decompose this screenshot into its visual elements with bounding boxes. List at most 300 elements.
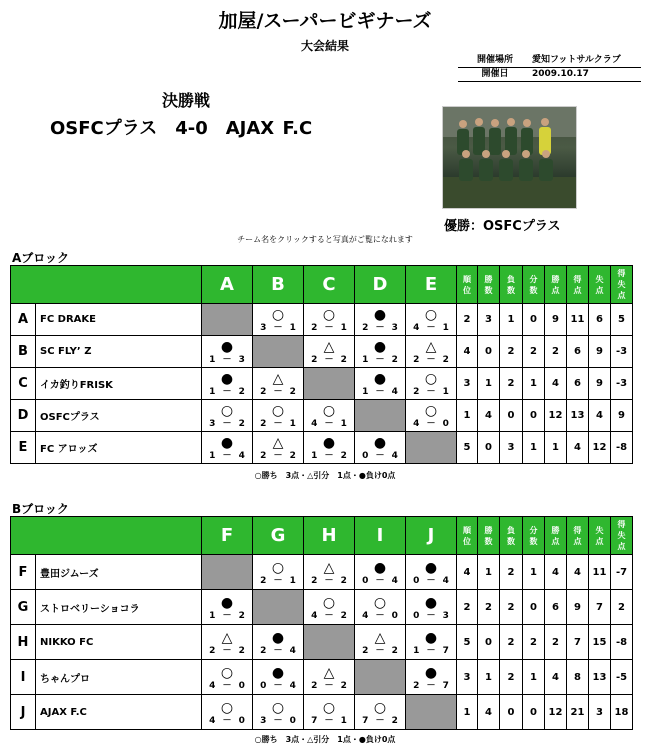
team-name-link[interactable]: ストロベリーショコラ: [36, 590, 202, 625]
result-symbol: ○: [424, 307, 438, 323]
column-header-i: I: [355, 517, 406, 555]
match-score: 0 － 4: [260, 680, 296, 691]
stat-header-char: 点: [595, 285, 604, 295]
stat-cell: 9: [611, 400, 633, 432]
match-result-cell: [253, 304, 304, 336]
match-score: 7 － 1: [311, 715, 347, 726]
stat-cell: 2: [545, 336, 567, 368]
stat-header: [457, 517, 478, 555]
match-score: 1 － 2: [362, 355, 398, 365]
result-symbol: ●: [373, 339, 387, 355]
stat-cell: 1: [457, 400, 478, 432]
match-score: 1 － 2: [311, 451, 347, 461]
row-letter: G: [11, 590, 36, 625]
stat-header: [457, 266, 478, 304]
stat-header-char: 負: [507, 274, 515, 284]
stat-cell: 0: [523, 590, 545, 625]
match-result-cell: [406, 625, 457, 660]
stat-cell: 11: [567, 304, 589, 336]
team-name-link[interactable]: 豊田ジムーズ: [36, 555, 202, 590]
stat-cell: 1: [523, 368, 545, 400]
stat-header-char: 順: [463, 525, 471, 535]
match-score: 2 － 4: [260, 645, 296, 656]
result-symbol: ○: [322, 594, 336, 611]
stat-header-char: 点: [573, 285, 582, 295]
team-name-link[interactable]: OSFCプラス: [36, 400, 202, 432]
result-symbol: ●: [373, 371, 387, 387]
stat-cell: 2: [500, 555, 523, 590]
block-a-title: Aブロック: [12, 251, 70, 265]
stat-cell: 3: [457, 660, 478, 695]
stat-cell: -5: [611, 660, 633, 695]
self-match-cell: [355, 400, 406, 432]
result-symbol: ●: [271, 664, 285, 681]
stat-header-char: 失: [617, 280, 626, 289]
result-symbol: ●: [220, 594, 234, 611]
table-row: [11, 336, 633, 368]
match-score: 2 － 3: [362, 323, 398, 333]
match-score: 2 － 2: [260, 387, 296, 397]
match-result-cell: [304, 590, 355, 625]
stat-header: [545, 517, 567, 555]
stat-header-char: 負: [507, 525, 515, 535]
table-row: [11, 555, 633, 590]
stat-cell: 3: [500, 432, 523, 464]
result-symbol: ●: [373, 559, 387, 576]
table-row: [11, 400, 633, 432]
table-row: [11, 695, 633, 730]
stat-cell: -3: [611, 368, 633, 400]
row-letter: E: [11, 432, 36, 464]
venue-label: 開催場所: [476, 55, 513, 65]
stat-cell: 18: [611, 695, 633, 730]
stat-cell: 1: [478, 368, 500, 400]
match-result-cell: [406, 304, 457, 336]
self-match-cell: [355, 660, 406, 695]
stat-header: [478, 517, 500, 555]
stat-header: [500, 517, 523, 555]
match-score: 1 － 2: [209, 387, 245, 397]
table-row: [11, 625, 633, 660]
match-score: 2 － 2: [209, 645, 245, 656]
match-result-cell: [355, 368, 406, 400]
match-result-cell: [304, 695, 355, 730]
match-score: 0 － 3: [413, 610, 449, 621]
match-score: 3 － 0: [260, 715, 296, 726]
stat-cell: 4: [457, 336, 478, 368]
match-result-cell: [304, 660, 355, 695]
stat-header-char: 点: [617, 542, 626, 551]
stat-cell: 6: [567, 336, 589, 368]
stat-header-char: 勝: [484, 274, 493, 284]
stat-cell: 1: [478, 555, 500, 590]
match-result-cell: [355, 304, 406, 336]
stat-cell: 4: [545, 368, 567, 400]
column-header-h: H: [304, 517, 355, 555]
match-result-cell: [202, 400, 253, 432]
stat-cell: -8: [611, 432, 633, 464]
stat-cell: 13: [567, 400, 589, 432]
stat-cell: 0: [478, 336, 500, 368]
result-symbol: ●: [271, 629, 285, 646]
result-symbol: ○: [424, 403, 438, 419]
winner-label: 優勝：OSFCプラス: [444, 219, 561, 234]
stat-header: [523, 517, 545, 555]
block-a-table: [10, 265, 633, 464]
stat-cell: -3: [611, 336, 633, 368]
table-header-row: [11, 517, 633, 555]
stat-header: [545, 266, 567, 304]
result-symbol: ●: [373, 435, 387, 451]
match-score: 0 － 4: [362, 451, 398, 461]
result-symbol: ●: [373, 307, 387, 323]
stat-cell: 12: [545, 695, 567, 730]
stat-cell: 2: [523, 336, 545, 368]
match-score: 1 － 2: [209, 610, 245, 621]
match-result-cell: [202, 336, 253, 368]
page-subtitle: 大会結果: [300, 39, 349, 53]
match-result-cell: [406, 660, 457, 695]
stat-header-char: 分: [529, 274, 538, 284]
column-header-d: D: [355, 266, 406, 304]
match-score: 3 － 1: [260, 323, 296, 333]
match-score: 2 － 2: [362, 645, 398, 656]
stat-cell: 0: [478, 432, 500, 464]
stat-cell: 5: [457, 625, 478, 660]
row-letter: B: [11, 336, 36, 368]
stat-cell: 2: [500, 590, 523, 625]
match-result-cell: [253, 432, 304, 464]
team-name-link[interactable]: NIKKO FC: [36, 625, 202, 660]
match-score: 2 － 2: [413, 355, 449, 365]
stat-cell: 1: [523, 555, 545, 590]
venue-row: [458, 54, 641, 68]
match-score: 3 － 2: [209, 419, 245, 429]
match-result-cell: [304, 400, 355, 432]
column-header-c: C: [304, 266, 355, 304]
stat-cell: 6: [545, 590, 567, 625]
stat-cell: 0: [523, 400, 545, 432]
team-photo[interactable]: [442, 106, 577, 209]
result-symbol: ○: [322, 307, 336, 323]
stat-header-char: 得: [573, 274, 582, 284]
match-result-cell: [355, 555, 406, 590]
match-score: 2 － 2: [311, 680, 347, 691]
match-result-cell: [253, 695, 304, 730]
row-letter: C: [11, 368, 36, 400]
result-symbol: ●: [424, 629, 438, 646]
stat-header-char: 数: [529, 285, 538, 295]
result-symbol: ○: [373, 699, 387, 716]
match-result-cell: [202, 590, 253, 625]
stat-cell: 4: [589, 400, 611, 432]
date-value: 2009.10.17: [532, 69, 589, 79]
match-result-cell: [202, 625, 253, 660]
result-symbol: ●: [220, 371, 234, 387]
column-header-g: G: [253, 517, 304, 555]
match-score: 0 － 4: [362, 575, 398, 586]
result-symbol: △: [221, 629, 233, 646]
match-score: 7 － 2: [362, 715, 398, 726]
header-blank: [11, 266, 202, 304]
result-symbol: ●: [424, 559, 438, 576]
result-symbol: △: [272, 371, 284, 387]
stat-cell: 3: [589, 695, 611, 730]
stat-cell: 2: [500, 336, 523, 368]
stat-header: [567, 517, 589, 555]
team-name-link[interactable]: SC FLY’ Z: [36, 336, 202, 368]
result-symbol: ●: [322, 435, 336, 451]
match-score: 4 － 0: [209, 715, 245, 726]
header-blank: [11, 517, 202, 555]
team-name-link[interactable]: イカ釣りFRISK: [36, 368, 202, 400]
stat-header-char: 点: [551, 536, 560, 546]
result-symbol: ○: [424, 371, 438, 387]
stat-cell: 3: [478, 304, 500, 336]
stat-header-char: 点: [551, 285, 560, 295]
stat-cell: 12: [589, 432, 611, 464]
block-a-legend: ○勝ち 3点・△引分 1点・●負け0点: [254, 471, 396, 480]
result-symbol: ○: [271, 403, 285, 419]
result-symbol: ○: [322, 699, 336, 716]
stat-cell: 6: [589, 304, 611, 336]
match-result-cell: [355, 432, 406, 464]
stat-cell: 2: [611, 590, 633, 625]
result-symbol: △: [323, 339, 335, 355]
result-symbol: ●: [424, 664, 438, 681]
match-result-cell: [355, 590, 406, 625]
stat-header: [567, 266, 589, 304]
row-letter: A: [11, 304, 36, 336]
stat-header: [500, 266, 523, 304]
result-symbol: ○: [220, 664, 234, 681]
match-result-cell: [304, 555, 355, 590]
stat-cell: 15: [589, 625, 611, 660]
self-match-cell: [406, 695, 457, 730]
stat-cell: 2: [457, 590, 478, 625]
stat-cell: 9: [589, 336, 611, 368]
self-match-cell: [304, 625, 355, 660]
stat-header-char: 位: [463, 536, 471, 546]
stat-cell: 1: [545, 432, 567, 464]
stat-cell: 0: [523, 695, 545, 730]
stat-header: [611, 517, 633, 555]
stat-header-char: 得: [617, 269, 626, 278]
match-result-cell: [304, 336, 355, 368]
match-score: 2 － 1: [260, 575, 296, 586]
match-result-cell: [355, 625, 406, 660]
match-score: 2 － 2: [311, 355, 347, 365]
match-score: 1 － 7: [413, 645, 449, 656]
stat-cell: 4: [457, 555, 478, 590]
stat-header-char: 数: [529, 536, 538, 546]
stat-cell: 0: [523, 304, 545, 336]
stat-cell: 0: [478, 625, 500, 660]
match-result-cell: [406, 368, 457, 400]
date-label: 開催日: [481, 69, 509, 79]
stat-cell: 1: [523, 660, 545, 695]
column-header-j: J: [406, 517, 457, 555]
stat-header-char: 位: [463, 285, 471, 295]
table-row: [11, 590, 633, 625]
self-match-cell: [406, 432, 457, 464]
self-match-cell: [202, 304, 253, 336]
table-row: [11, 432, 633, 464]
stat-header-char: 順: [463, 274, 471, 284]
stat-cell: 4: [545, 660, 567, 695]
stat-cell: 1: [478, 660, 500, 695]
result-symbol: ○: [271, 699, 285, 716]
match-score: 2 － 1: [260, 419, 296, 429]
stat-header-char: 分: [529, 525, 538, 535]
stat-cell: 3: [457, 368, 478, 400]
stat-header: [589, 266, 611, 304]
match-score: 4 － 1: [311, 419, 347, 429]
column-header-a: A: [202, 266, 253, 304]
row-letter: F: [11, 555, 36, 590]
stat-cell: 5: [457, 432, 478, 464]
match-result-cell: [253, 555, 304, 590]
match-result-cell: [304, 432, 355, 464]
stat-header-char: 失: [617, 531, 626, 540]
result-symbol: ●: [220, 435, 234, 451]
table-row: [11, 304, 633, 336]
stat-cell: 2: [500, 625, 523, 660]
stat-cell: 9: [545, 304, 567, 336]
stat-cell: 2: [457, 304, 478, 336]
stat-cell: 7: [567, 625, 589, 660]
stat-header-char: 数: [507, 285, 515, 295]
match-result-cell: [202, 660, 253, 695]
stat-header: [523, 266, 545, 304]
row-letter: D: [11, 400, 36, 432]
stat-cell: -7: [611, 555, 633, 590]
stat-cell: 9: [567, 590, 589, 625]
match-score: 2 － 1: [311, 323, 347, 333]
stat-cell: 1: [523, 432, 545, 464]
stat-header-char: 勝: [551, 525, 560, 535]
match-result-cell: [304, 304, 355, 336]
match-score: 1 － 4: [209, 451, 245, 461]
match-result-cell: [355, 695, 406, 730]
column-header-f: F: [202, 517, 253, 555]
match-result-cell: [202, 368, 253, 400]
block-b-legend: ○勝ち 3点・△引分 1点・●負け0点: [254, 735, 396, 744]
stat-header-char: 勝: [551, 274, 560, 284]
stat-header-char: 点: [617, 291, 626, 300]
stat-cell: 4: [545, 555, 567, 590]
result-symbol: △: [374, 629, 386, 646]
stat-cell: 2: [500, 660, 523, 695]
stat-header-char: 点: [595, 536, 604, 546]
stat-header-char: 勝: [484, 525, 493, 535]
stat-cell: 11: [589, 555, 611, 590]
stat-cell: 2: [545, 625, 567, 660]
stat-cell: 2: [478, 590, 500, 625]
result-symbol: ○: [322, 403, 336, 419]
stat-cell: 12: [545, 400, 567, 432]
stat-header-char: 数: [484, 536, 493, 546]
stat-cell: 4: [567, 555, 589, 590]
match-score: 2 － 2: [260, 451, 296, 461]
page-title: 加屋/スーパービギナーズ: [218, 10, 432, 32]
column-header-b: B: [253, 266, 304, 304]
result-symbol: △: [323, 559, 335, 576]
team-name-link[interactable]: AJAX F.C: [36, 695, 202, 730]
stat-cell: 4: [567, 432, 589, 464]
self-match-cell: [253, 590, 304, 625]
match-score: 4 － 2: [311, 610, 347, 621]
match-score: 1 － 4: [362, 387, 398, 397]
stat-cell: 0: [500, 695, 523, 730]
stat-cell: 5: [611, 304, 633, 336]
team-name-link[interactable]: ちゃんプロ: [36, 660, 202, 695]
self-match-cell: [304, 368, 355, 400]
match-result-cell: [406, 555, 457, 590]
self-match-cell: [202, 555, 253, 590]
stat-cell: 6: [567, 368, 589, 400]
stat-cell: 4: [478, 400, 500, 432]
stat-header: [478, 266, 500, 304]
match-result-cell: [253, 660, 304, 695]
stat-header-char: 数: [507, 536, 515, 546]
match-score: 1 － 3: [209, 355, 245, 365]
match-result-cell: [406, 590, 457, 625]
result-symbol: ○: [271, 559, 285, 576]
team-name-link[interactable]: FC アロッズ: [36, 432, 202, 464]
final-label: 決勝戦: [162, 91, 211, 110]
stat-header-char: 数: [484, 285, 493, 295]
match-score: 4 － 0: [413, 419, 449, 429]
row-letter: J: [11, 695, 36, 730]
match-result-cell: [406, 400, 457, 432]
stat-header-char: 得: [573, 525, 582, 535]
match-score: 2 － 7: [413, 680, 449, 691]
event-info: [458, 54, 641, 82]
column-header-e: E: [406, 266, 457, 304]
stat-cell: 9: [589, 368, 611, 400]
stat-cell: 7: [589, 590, 611, 625]
self-match-cell: [253, 336, 304, 368]
block-b-title: Bブロック: [12, 502, 69, 516]
match-result-cell: [253, 400, 304, 432]
result-symbol: ○: [220, 699, 234, 716]
result-symbol: △: [272, 435, 284, 451]
result-symbol: ○: [271, 307, 285, 323]
date-row: [458, 68, 641, 82]
match-score: 2 － 1: [413, 387, 449, 397]
result-symbol: ●: [220, 339, 234, 355]
match-score: 4 － 0: [362, 610, 398, 621]
result-symbol: ●: [424, 594, 438, 611]
venue-value: 愛知フットサルクラブ: [532, 55, 621, 65]
match-result-cell: [253, 625, 304, 660]
photo-note: チーム名をクリックすると写真がご覧になれます: [237, 235, 413, 244]
match-result-cell: [202, 432, 253, 464]
table-row: [11, 660, 633, 695]
stat-cell: 1: [457, 695, 478, 730]
stat-header: [589, 517, 611, 555]
team-name-link[interactable]: FC DRAKE: [36, 304, 202, 336]
stat-cell: 8: [567, 660, 589, 695]
match-score: 4 － 1: [413, 323, 449, 333]
match-result-cell: [406, 336, 457, 368]
match-score: 2 － 2: [311, 575, 347, 586]
stat-cell: 1: [500, 304, 523, 336]
stat-cell: 4: [478, 695, 500, 730]
stat-header-char: 失: [595, 525, 604, 535]
table-row: [11, 368, 633, 400]
